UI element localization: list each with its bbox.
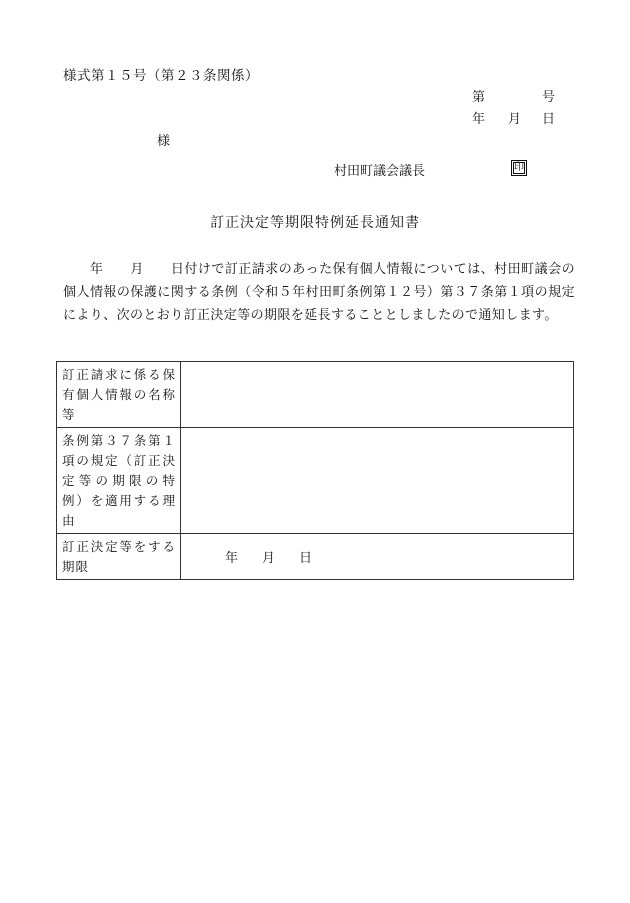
deadline-year: 年	[225, 551, 239, 566]
table-value-cell	[181, 362, 574, 428]
notice-details-table	[56, 361, 574, 580]
issue-date-year: 年	[472, 112, 486, 127]
table-label-cell: 訂正請求に係る保有個人情報の名称等	[57, 362, 181, 428]
issue-date-day: 日	[542, 112, 556, 127]
notice-body-text: 年 月 日付けで訂正請求のあった保有個人情報については、村田町議会の個人情報の保護に関する条例（令和５年村田町条例第１２号）第３７条第１項の規定により、次のとおり訂正決定等の期限を延長することとしましたので通知します。	[63, 262, 575, 323]
document-title: 訂正決定等期限特例延長通知書	[210, 215, 420, 231]
deadline-month: 月	[262, 551, 276, 566]
table-row	[57, 428, 574, 534]
table-label-cell: 訂正決定等をする期限	[57, 534, 181, 580]
addressee-honorific: 様	[157, 134, 171, 149]
table-row	[57, 362, 574, 428]
document-number-prefix: 第	[472, 90, 486, 105]
document-number-suffix: 号	[542, 90, 556, 105]
table-label-cell: 条例第３７条第１項の規定（訂正決定等の期限の特例）を適用する理由	[57, 428, 181, 534]
table-value-cell	[181, 428, 574, 534]
deadline-day: 日	[299, 551, 313, 566]
sender-title: 村田町議会議長	[334, 164, 426, 179]
deadline-value-cell	[181, 534, 574, 580]
issue-date-month: 月	[508, 112, 522, 127]
deadline-date	[225, 549, 336, 569]
seal-stamp-icon: 印	[511, 160, 527, 176]
table-row	[57, 534, 574, 580]
form-number-label: 様式第１５号（第２３条関係）	[63, 68, 259, 84]
